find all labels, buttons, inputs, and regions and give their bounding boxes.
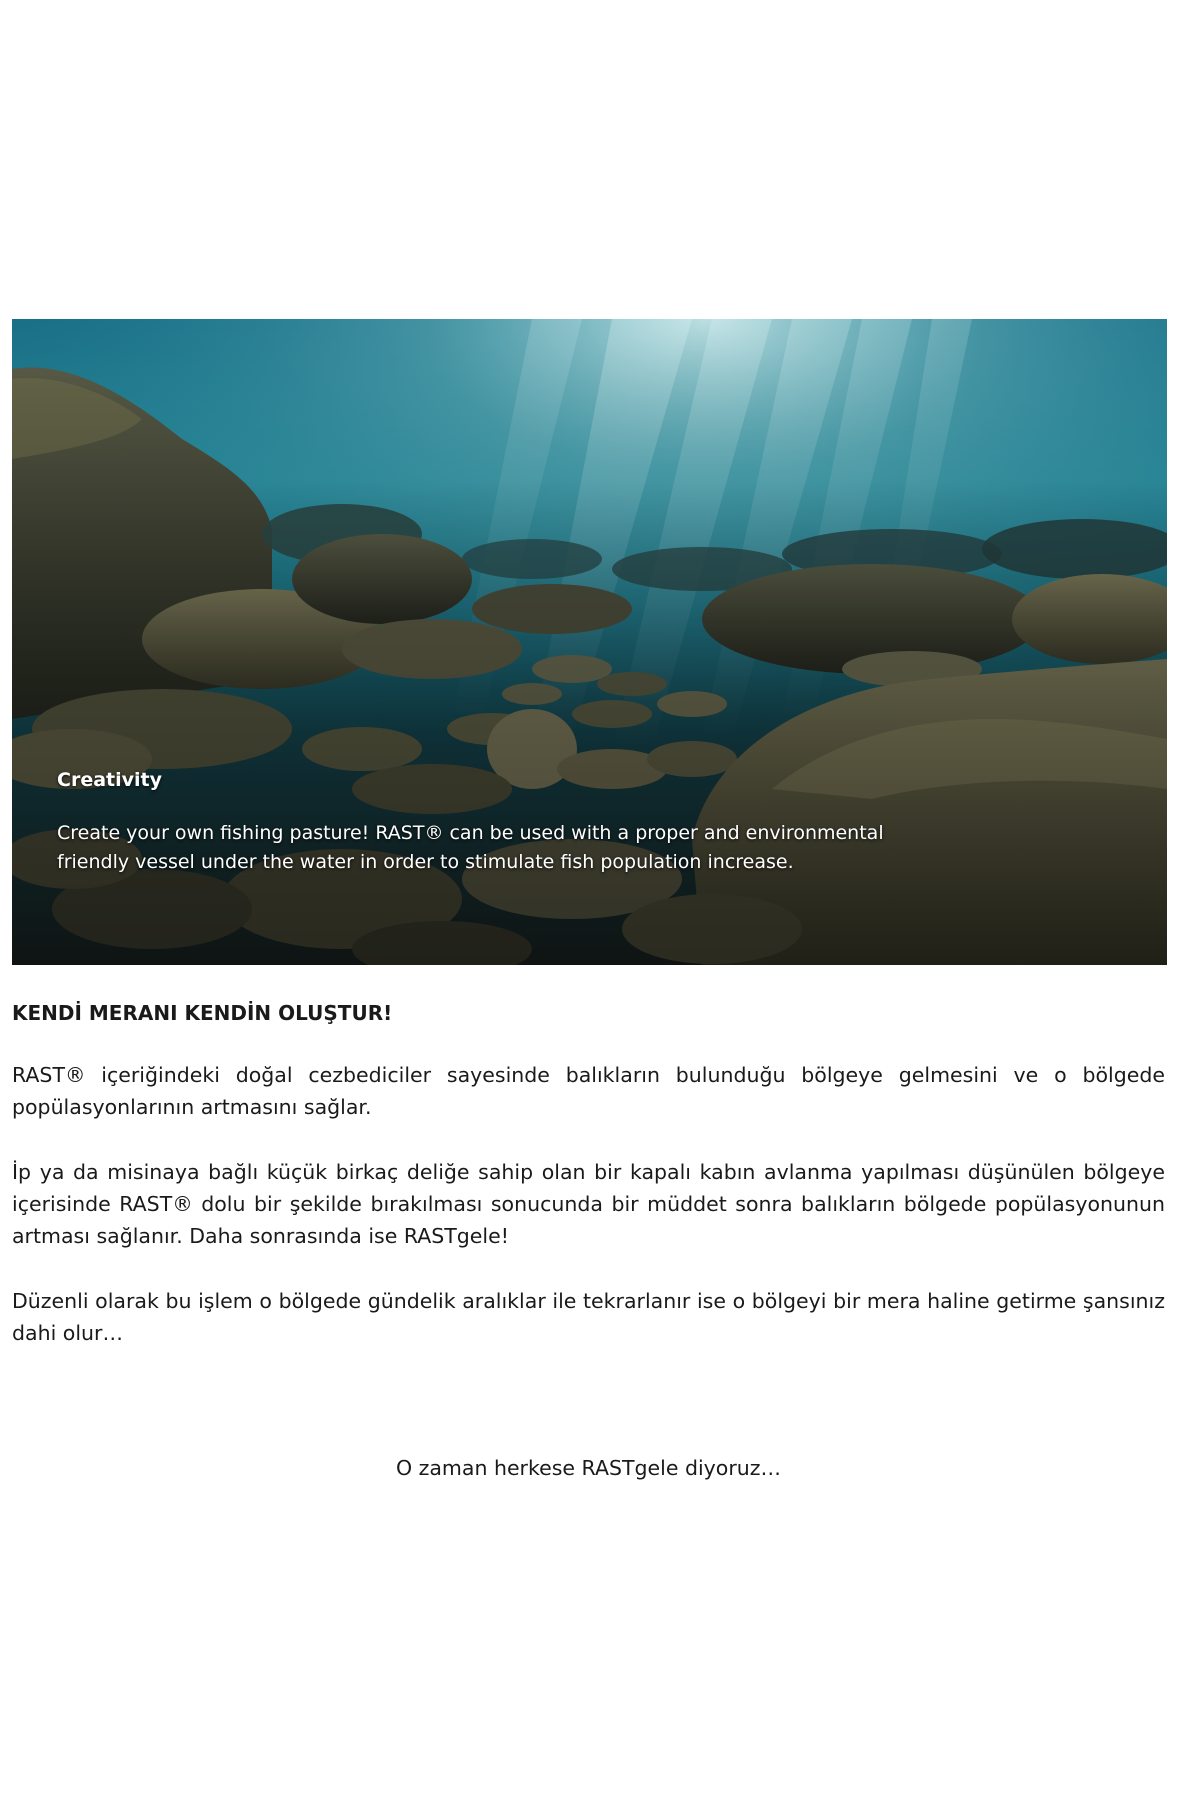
article-paragraph-1: RAST® içeriğindeki doğal cezbediciler sayesinde balıkların bulunduğu bölgeye gelmesini ve o bölgede popülasyonlarının artmasını sağlar.: [12, 1063, 1165, 1119]
hero-image: [12, 319, 1167, 965]
article-body: [12, 997, 1165, 1382]
closing-line: O zaman herkese RASTgele diyoruz…: [395, 1456, 782, 1480]
article-heading: KENDİ MERANI KENDİN OLUŞTUR!: [12, 1001, 393, 1025]
hero-caption-text: Create your own fishing pasture! RAST® can be used with a proper and environmental friendly vessel under the water in order to stimulate fish population increase.: [57, 822, 884, 873]
hero-caption-title: Creativity: [57, 769, 162, 791]
article-paragraph-2: İp ya da misinaya bağlı küçük birkaç deliğe sahip olan bir kapalı kabın avlanma yapılması düşünülen bölgeye içerisinde RAST® dolu bir şekilde bırakılması sonucunda bir müddet sonra balıkların bölgede popülasyonunun artması sağlanır. Daha sonrasında ise RASTgele!: [12, 1160, 1165, 1248]
article-paragraph-3: Düzenli olarak bu işlem o bölgede gündelik aralıklar ile tekrarlanır ise o bölgeyi bir mera haline getirme şansınız dahi olur…: [12, 1289, 1165, 1345]
hero-caption: [57, 767, 937, 877]
